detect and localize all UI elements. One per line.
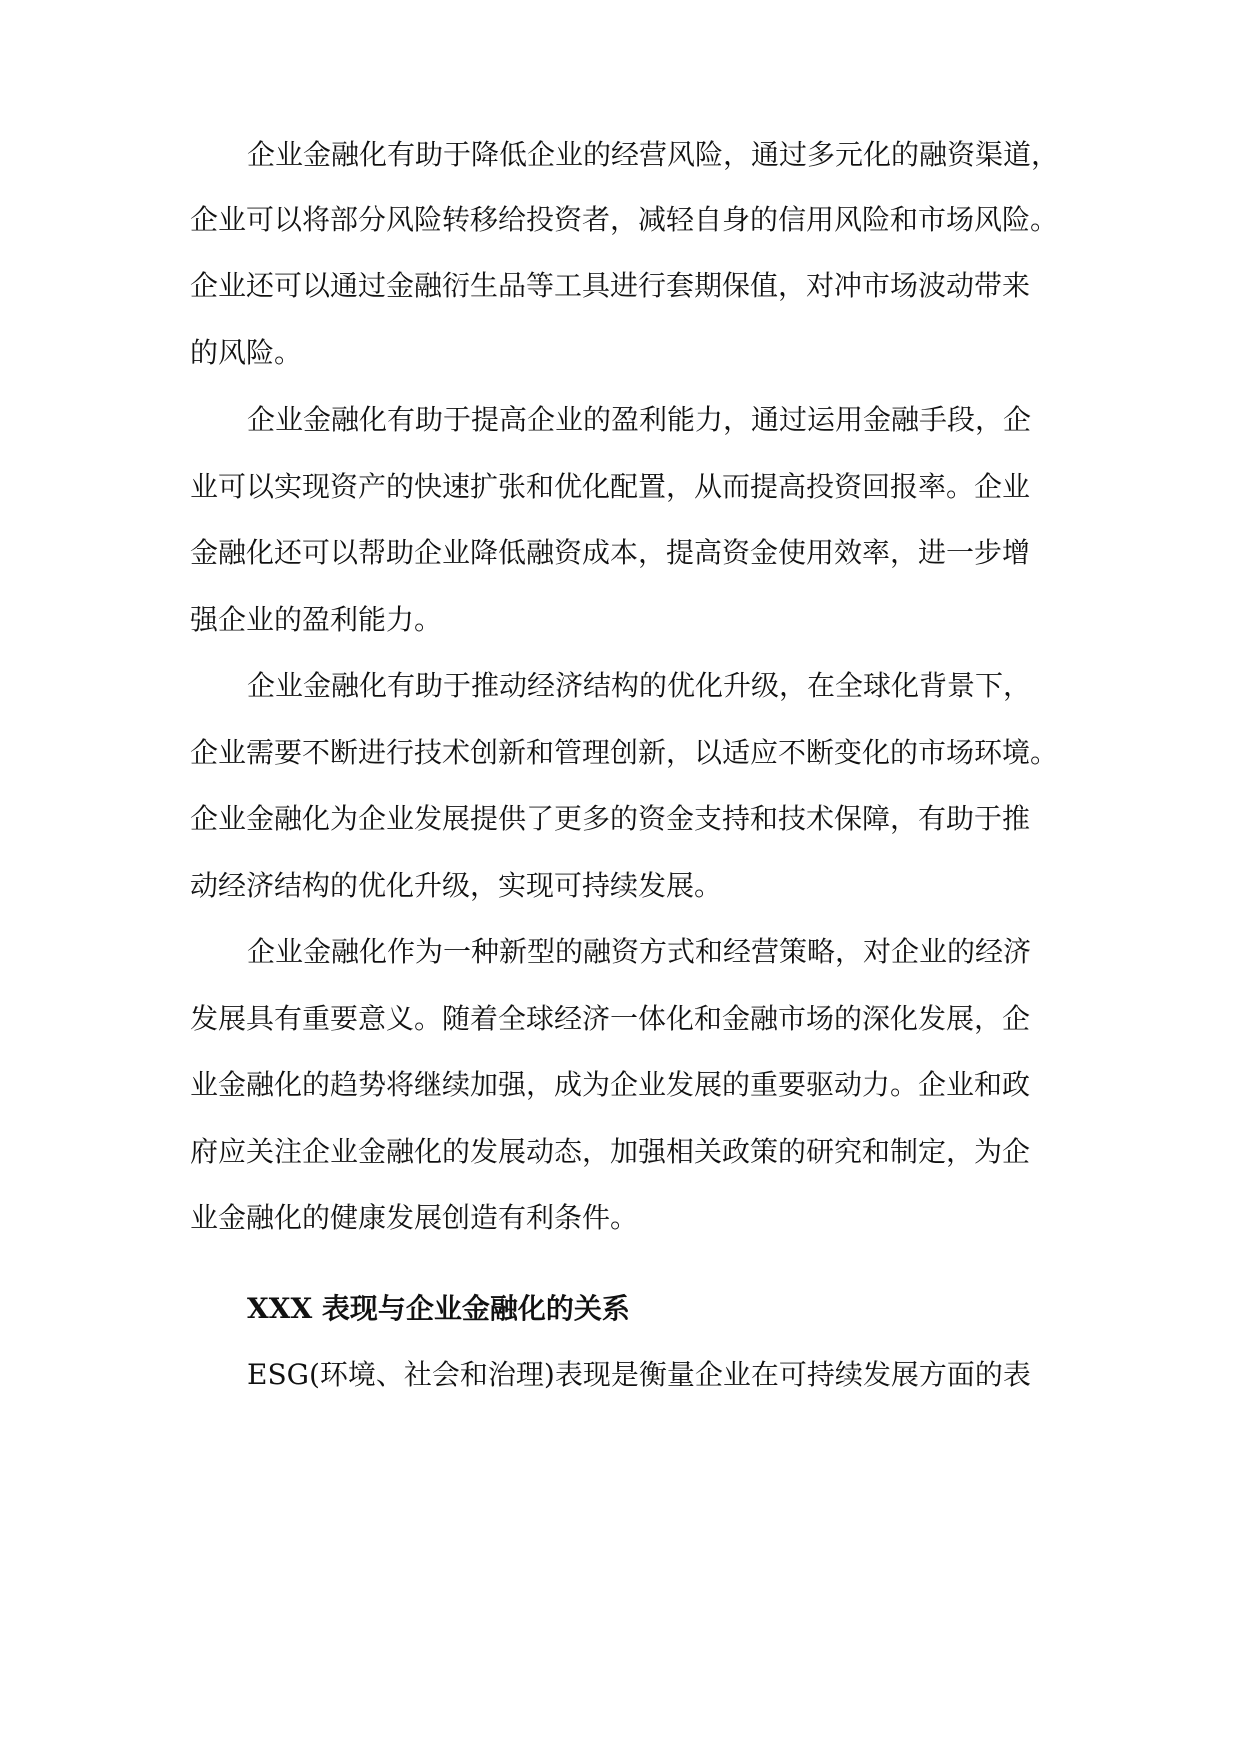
paragraph-4-line-2: 发展具有重要意义。随着全球经济一体化和金融市场的深化发展，企 [190,1002,1031,1035]
paragraph-4-line-4: 府应关注企业金融化的发展动态，加强相关政策的研究和制定，为企 [190,1135,1031,1168]
paragraph-2-line-2: 业可以实现资产的快速扩张和优化配置，从而提高投资回报率。企业 [190,470,1031,503]
paragraph-2-line-4: 强企业的盈利能力。 [190,603,443,636]
paragraph-1-line-2: 企业可以将部分风险转移给投资者，减轻自身的信用风险和市场风险。 [190,203,1059,236]
paragraph-2-line-1: 企业金融化有助于提高企业的盈利能力，通过运用金融手段，企 [247,403,1032,436]
paragraph-3-line-1: 企业金融化有助于推动经济结构的优化升级，在全球化背景下， [247,669,1032,702]
paragraph-1-line-4: 的风险。 [190,336,303,369]
paragraph-3-line-2: 企业需要不断进行技术创新和管理创新，以适应不断变化的市场环境。 [190,736,1059,769]
section-heading: XXX 表现与企业金融化的关系 [247,1292,630,1325]
paragraph-1-line-1: 企业金融化有助于降低企业的经营风险，通过多元化的融资渠道， [247,138,1060,171]
paragraph-5-line-1: ESG(环境、社会和治理)表现是衡量企业在可持续发展方面的表 [247,1358,1031,1391]
paragraph-1-line-3: 企业还可以通过金融衍生品等工具进行套期保值，对冲市场波动带来 [190,269,1031,302]
paragraph-3-line-3: 企业金融化为企业发展提供了更多的资金支持和技术保障，有助于推 [190,802,1031,835]
paragraph-3-line-4: 动经济结构的优化升级，实现可持续发展。 [190,869,723,902]
paragraph-4-line-1: 企业金融化作为一种新型的融资方式和经营策略，对企业的经济 [247,935,1032,968]
paragraph-2-line-3: 金融化还可以帮助企业降低融资成本，提高资金使用效率，进一步增 [190,536,1031,569]
paragraph-4-line-5: 业金融化的健康发展创造有利条件。 [190,1201,639,1234]
paragraph-4-line-3: 业金融化的趋势将继续加强，成为企业发展的重要驱动力。企业和政 [190,1068,1031,1101]
